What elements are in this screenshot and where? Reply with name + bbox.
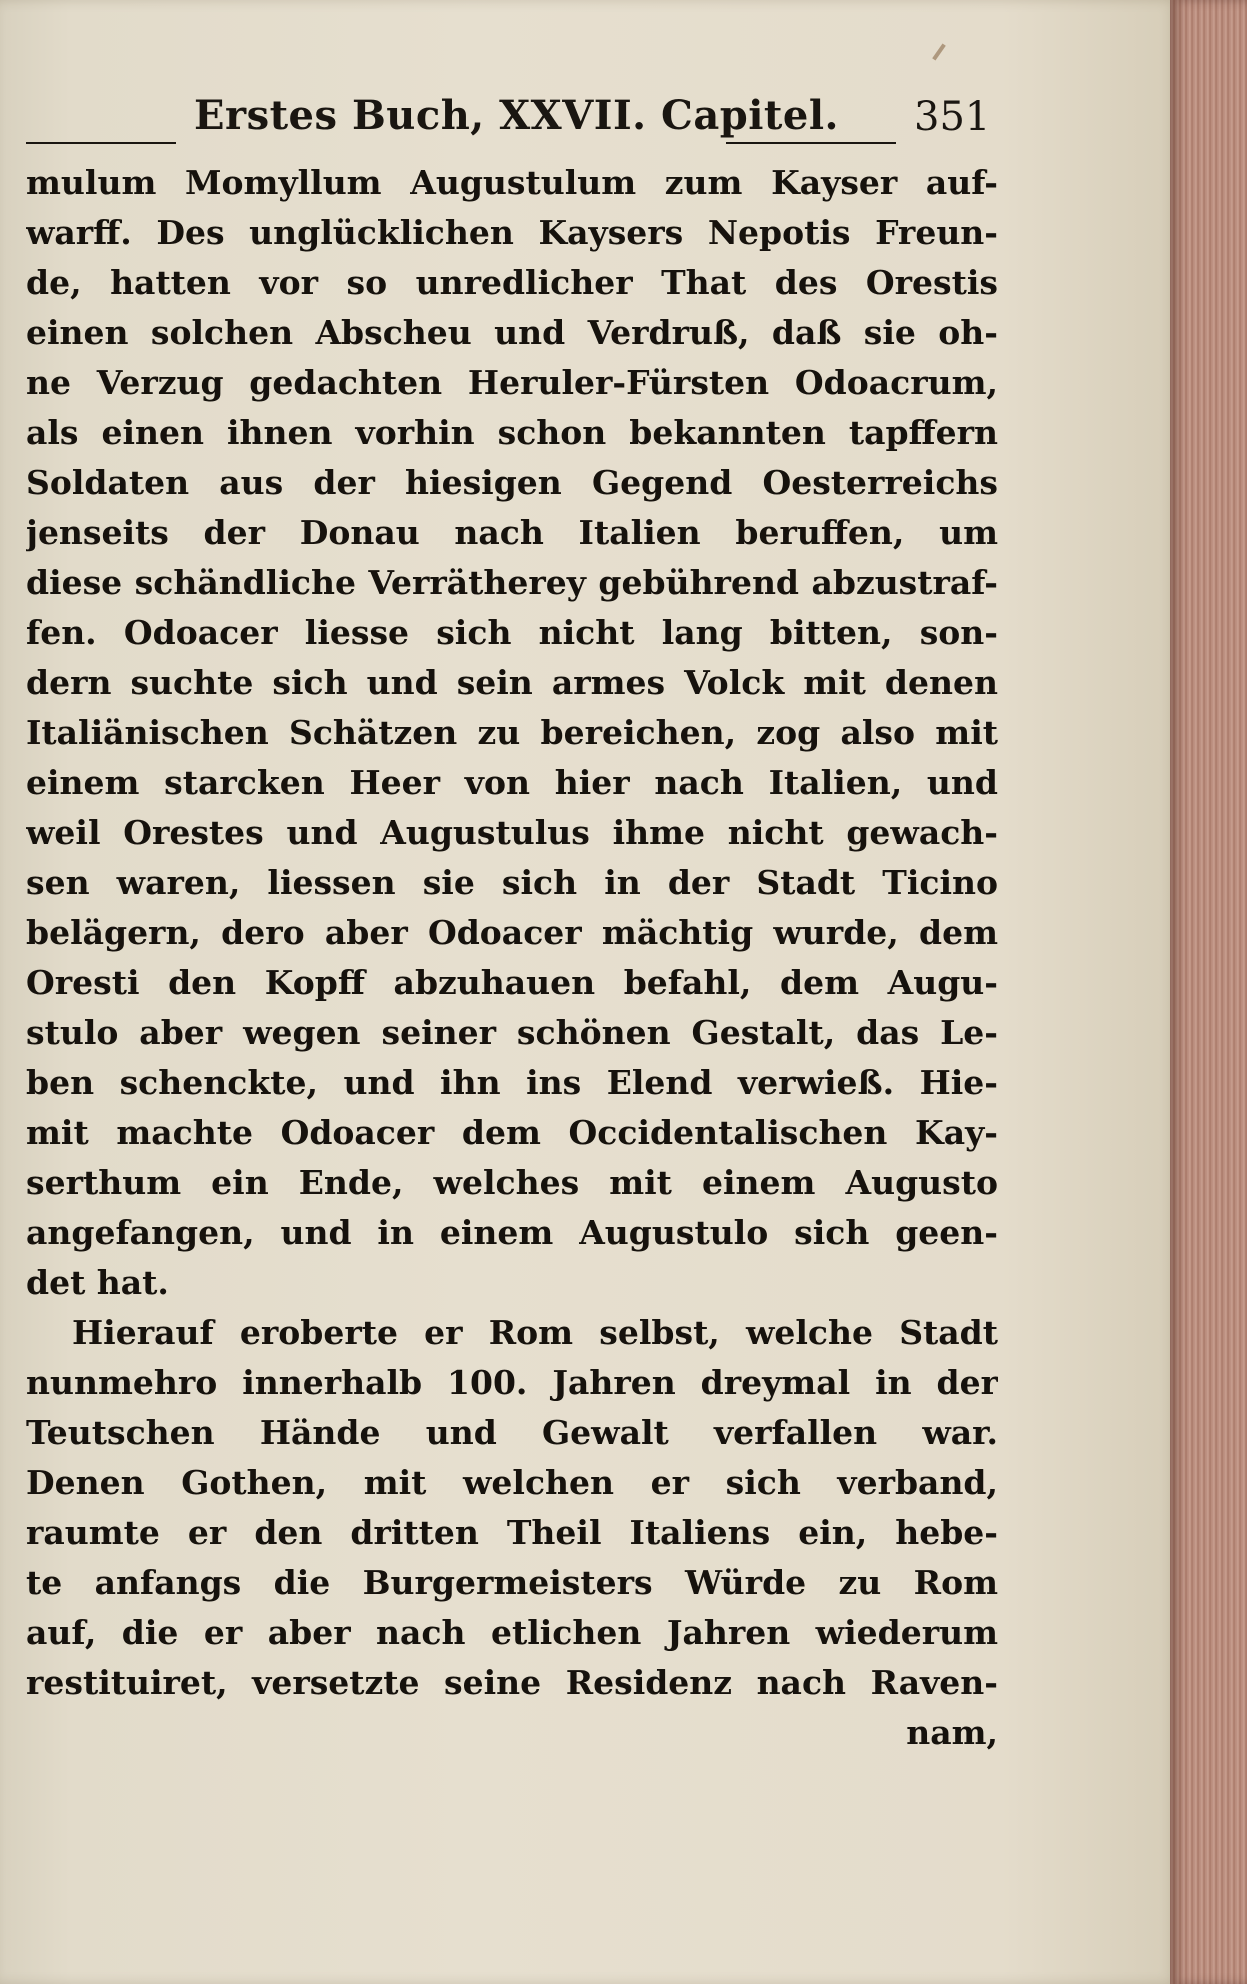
text-line: serthum ein Ende, welches mit einem Augusto [26,1163,998,1202]
running-title: Erstes Buch, XXVII. Capitel. [194,92,839,139]
page-number: 351 [914,94,991,140]
text-line: jenseits der Donau nach Italien beruffen, um [26,513,998,552]
text-line: sen waren, liessen sie sich in der Stadt Ticino [26,863,998,902]
text-line: fen. Odoacer liesse sich nicht lang bitten, son- [26,613,998,652]
text-line: det hat. [26,1263,169,1302]
text-line: Oresti den Kopff abzuhauen befahl, dem Augu- [26,963,998,1002]
text-line: Hierauf eroberte er Rom selbst, welche Stadt [72,1313,998,1352]
text-line: ne Verzug gedachten Heruler-Fürsten Odoacrum, [26,363,998,402]
text-line: raumte er den dritten Theil Italiens ein, hebe- [26,1513,998,1552]
text-line: Soldaten aus der hiesigen Gegend Oesterreichs [26,463,998,502]
text-line: stulo aber wegen seiner schönen Gestalt, das Le- [26,1013,998,1052]
text-line: Teutschen Hände und Gewalt verfallen war. [26,1413,998,1452]
text-line: Italiänischen Schätzen zu bereichen, zog also mit [26,713,998,752]
running-header [26,92,996,152]
body-text [26,158,998,1758]
text-line: restituiret, versetzte seine Residenz nach Raven- [26,1663,998,1702]
text-line: nunmehro innerhalb 100. Jahren dreymal in der [26,1363,998,1402]
text-line: als einen ihnen vorhin schon bekannten tapffern [26,413,998,452]
text-line: einen solchen Abscheu und Verdruß, daß sie oh- [26,313,998,352]
ink-mark [932,43,946,60]
text-line: belägern, dero aber Odoacer mächtig wurde, dem [26,913,998,952]
text-line: de, hatten vor so unredlicher That des Orestis [26,263,998,302]
header-rule-left [26,142,176,144]
text-line: weil Orestes und Augustulus ihme nicht gewach- [26,813,998,852]
text-line: te anfangs die Burgermeisters Würde zu Rom [26,1563,998,1602]
text-line: mit machte Odoacer dem Occidentalischen Kay- [26,1113,998,1152]
text-line: ben schenckte, und ihn ins Elend verwieß. Hie- [26,1063,998,1102]
text-line: diese schändliche Verrätherey gebührend abzustraf- [26,563,998,602]
header-rule-right [726,142,896,144]
text-line: warff. Des unglücklichen Kaysers Nepotis Freun- [26,213,998,252]
text-line: einem starcken Heer von hier nach Italien, und [26,763,998,802]
page-edge [1170,0,1247,1984]
text-line: Denen Gothen, mit welchen er sich verband, [26,1463,998,1502]
text-line: dern suchte sich und sein armes Volck mit denen [26,663,998,702]
text-line: auf, die er aber nach etlichen Jahren wiederum [26,1613,998,1652]
text-line: angefangen, und in einem Augustulo sich geen- [26,1213,998,1252]
text-line: mulum Momyllum Augustulum zum Kayser auf- [26,163,998,202]
catchword: nam, [906,1713,998,1752]
